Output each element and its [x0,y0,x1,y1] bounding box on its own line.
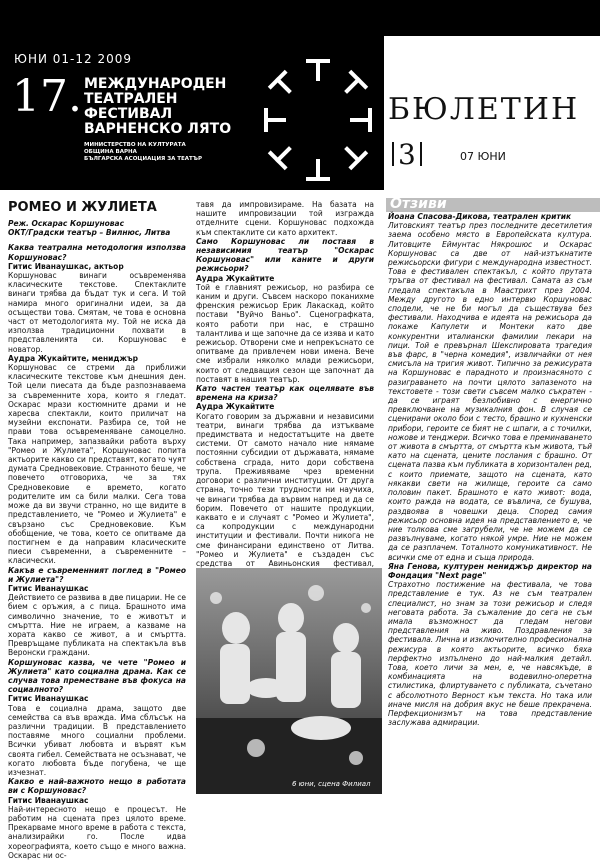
festival-name-line: МЕЖДУНАРОДЕН [84,76,227,92]
festival-logo-icon [262,55,374,185]
bulletin-block [384,36,600,190]
speaker: Гитис Иванаушкас, актьор [8,261,124,271]
reviews-column [388,212,592,727]
question: Яна Генова, културен мениджър директор на Фондация "Next page" [388,561,592,580]
question: Йоана Спасова-Дикова, театрален критик [388,212,572,221]
edition-number: 17. [12,71,82,122]
photo-caption: 6 юни, сцена Филиал [292,780,371,788]
paragraph: Когато говорим за държавни и независими театри, винаги трябва да изтъкваме предимствата и недостатъците на двете системи. От самото начало ние нямаме постоянни субсидии от държавата, нямаме собствена сграда, нито дори собствена трупа. Преживяваме чрез временни договори с различни институции. От друга страна, точно тези трудности ни научиха, че винаги трябва да вървим напред и да се борим. Повечето от нашите продукции, каквато е и случаят с "Ромео и Жулиета", са копродукции с международни институции и фестивали. Почти никога не сме финансирани единствено от Литва. "Ромео и Жулиета" е създаден със средства от Авиньонския фестивал, [196,411,374,568]
paragraph: Коршуновас винаги осъвременява класическите текстове. Спектаклите винаги трябва да бъдат тук и сега. И той намира много оригинални идеи, за да осъществи това. Смятам, че това е основна част от методологията му. Той не иска да използва традиционни похвати в представленията си. Коршуновас е новатор. [8,271,186,354]
festival-name-line: ВАРНЕНСКО ЛЯТО [84,121,232,137]
speaker: Аудра Жукайтите [196,402,275,412]
organizer-line: МИНИСТЕРСТВО НА КУЛТУРАТА [84,142,186,148]
article-column-1 [8,200,186,860]
speaker: Аудра Жукайтите, мениджър [8,353,138,363]
speaker: Аудра Жукайтите [196,273,275,283]
performance-photo [196,568,382,794]
festival-name-line: ТЕАТРАЛЕН ФЕСТИВАЛ [84,91,178,122]
organizers [84,142,274,163]
speaker: Гитис Иванаушкас [8,583,89,593]
speaker: Гитис Иванаушкас [8,795,89,805]
issue-number-value: 3 [398,138,416,171]
performance-photo-image [196,568,382,794]
article-theatre: ОКТ/Градски театър – Вилнюс, Литва [8,228,171,238]
paragraph: тавя да импровизираме. На базата на нашите импровизации той изгражда отделните сцени. Коршуновас подхожда към спектаклите си като архитект. [196,200,374,237]
article-director: Реж. Оскарас Коршуновас [8,219,125,228]
festival-name [84,77,254,137]
question: Какво е най-важното нещо в работата ви с Коршуновас? [8,777,186,796]
issue-number [388,138,426,171]
paragraph: Коршуновас се стреми да приближи класическите текстове към днешния ден. Той цели пиесата да бъде разпознаваема за съвременните хора, които я гледат. Оскарас мрази костюмните драми и не харесва спектакли, които приличат на музейни експонати. Разбира се, той не прави това осъвременяване самоцелно. Така например, запазвайки работа върху "Ромео и Жулиета", Коршуновас попита актьорите какво си представят, когато чуят думата Средновековие. Странното беше, че повечето отговориха, че за тях Средновековие е времето, когато родителите им са били малки. Сега това може да ви звучи странно, но ще видите в представлението, че "Ромео и Жулиета" е свързано със Средновековие. Към обобщение, че това, което се опитваме да постигнем е да направим класическите пиеси съвременни, а съвременните – класически. [8,363,186,566]
speaker: Гитис Иванаушкас [8,694,89,704]
paragraph: Това е социална драма, защото две семейства са във вражда. Има сблъсък на различни традиции. В представлението поставяме много социални проблеми. Всички убиват любовта и вървят към своята гибел. Семействата не осъзнават, че когато любовта бъде погубена, че ще изчезнат. [8,703,186,777]
masthead [0,0,600,190]
reviews-heading: Отзиви [390,196,447,212]
festival-dates: ЮНИ 01-12 2009 [14,52,132,66]
article-column-1-body [8,243,186,860]
question: Коршуновас казва, че чете "Ромео и Жулиета" като социална драма. Как се случва това преместване във фокуса на социалното? [8,657,186,695]
bulletin-title: БЮЛЕТИН [388,92,580,127]
paragraph: Най-интересното нещо е процесът. Не работим на сцената през цялото време. Прекарваме много време в работа с текста, анализирайки го. После идва хореографията, което също е много важна. Оскарас ни ос- [8,804,186,860]
reviews-column-body [388,212,592,727]
question: Само Коршуновас ли поставя в независимия театър "Оскарас Коршуновас" или каните и други режисьори? [196,236,374,274]
question: Като частен театър как оцелявате във времена на криза? [196,384,374,403]
organizer-line: ОБЩИНА ВАРНА [84,149,137,155]
organizer-line: БЪЛГАРСКА АСОЦИАЦИЯ ЗА ТЕАТЪР [84,156,203,162]
issue-date: 07 ЮНИ [460,150,506,163]
paragraph: Страхотно постижение на фестивала, че това представление е тук. Аз не съм театрален специалист, но знам за този режисьор и следя неговата работа. За съжаление до сега не съм имала възможност да гледам негови представления на живо. Поздравления за фестивала. Лична и изключително професионална режисура в която актьорите, всичко бяха перфектно изпълнено до най-малкия детайл. Това, което личи за мен, е, че навсякъде, в комбинацията на водевилно-оперетна стилистика, флиртуването с публиката, съчетано с абсолютното Верност към текста. Но така или иначе мисля на добрия вкус не беше прекрачена. Перфекционизмът на това представление заслужава адмирации. [388,580,592,728]
paragraph: Литовският театър през последните десетилетия заема особено място в Европейската култура. Литовците Еймунтас Някрошюс и Оскарас Коршуновас са две от най-изтъкнатите режисьорски фигури с международна известност. Това е фестивален спектакъл, с който прутата тръгва от фестивал на фестивал. Самата аз съм гледала спектакъла в Маастрихт през 2004. Между другото в едно интервю Коршуновас сподели, че не би могъл да съществува без фестивали. Находчива е идеята на режисьора да покаже Капулети и Монтеки като две конкурентни италиански фамилии пекари на пици. Той е превърнал Шекспировата трагедия във фарс, в "черна комедия", извличайки от нея смисъла на тригия живот. Типично за режисурата на Коршуновас е парадното и произнасяното с разиграването на почти цялото запазеното на текстовете - този свети съвсем малко съкратен - да се играят безлюбивно с енергично превключване на музикалния фон. В случая се сценирани около бои с тесто, брашно и кухненски прибори, героите се бият не с шпаги, а с точилки, ножове и тенджери. Всичко това е преминаването от живота в смъртта, от смъртта към живота, тъй като на сцената, цените послания с брашно. От сцената пазва към публиката в хоризонтален ред, с които приемате, защото на сцената, като някакви свети на жилище, героите са само половин пакет. Брашното е като живот: вода, които ражда на водата, се въвлича, се бушува, раздвоява в човешки деца. Според самия режисьор основна идея на представлението е, че ние толкова сме загрубели, че не можем да се развълнуваме, когато някой умре. Ние не можем да се разплачем. Тоталното комуникативност. Не всички сме от една и съща природа. [388,221,592,562]
paragraph: Действието се развива в две пицарии. Не се бием с оръжия, а с пица. Брашното има символично значение, то е животът и смъртта. Ние не играем, а казваме на хората какво се живот, а и смъртта. Превръщаме публиката на спектакъла във Веронски граждани. [8,593,186,658]
question: Какъв е съвременният поглед в "Ромео и Жулиета"? [8,565,186,584]
question: Каква театрална методология използва Коршуновас? [8,243,186,262]
paragraph: Той е главният режисьор, но разбира се каним и други. Съвсем наскоро поканихме френския режисьор Ерик Лакаскад, който постави "Вуйчо Ваньо". Сценографката, която работи при нас, е страшно талантлива и ще започне да се изява и като режисьор. Отворени сме и непрекъснато се опитваме да привлечем нови имена. Вече сме избрали няколко млади режисьори, които от следващия сезон ще започнат да поставят в нашия театър. [196,282,374,384]
article-title: РОМЕО И ЖУЛИЕТА [8,200,157,215]
